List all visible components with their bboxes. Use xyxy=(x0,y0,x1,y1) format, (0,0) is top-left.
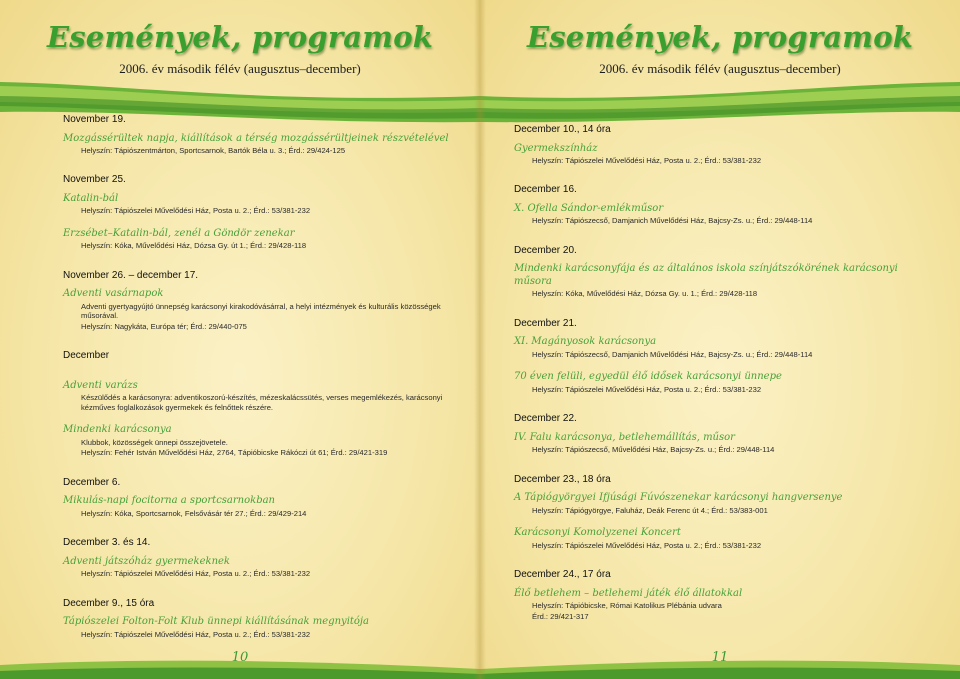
event-detail: Készülődés a karácsonyra: adventikoszorú-készítés, mézeskalácssütés, verses megemlékezés, karácsonyi kézműves foglalkozások gyermekek és felnőttek részére. xyxy=(81,393,443,412)
event-title: Adventi játszóház gyermekeknek xyxy=(63,555,230,567)
event-title: Gyermekszínház xyxy=(514,142,598,154)
event-date: December 16. xyxy=(514,184,577,196)
event-title: Mozgássérültek napja, kiállítások a térség mozgássérültjeinek részvételével xyxy=(63,132,449,144)
event-detail: Helyszín: Tápiószelei Művelődési Ház, Posta u. 2.; Érd.: 53/381-232 xyxy=(532,540,762,550)
event-block xyxy=(63,537,463,578)
event-title: Mindenki karácsonya xyxy=(63,424,172,436)
event-title: Erzsébet–Katalin-bál, zenél a Göndör zenekar xyxy=(63,227,295,239)
page-title: Események, programok xyxy=(46,20,434,54)
page-subtitle: 2006. év második félév (augusztus–december) xyxy=(599,61,841,76)
page-gutter xyxy=(474,0,486,679)
event-title: Adventi vasárnapok xyxy=(63,288,164,300)
page-title: Események, programok xyxy=(526,20,914,54)
event-detail: Helyszín: Tápiószelei Művelődési Ház, Posta u. 2.; Érd.: 53/381-232 xyxy=(81,206,311,216)
event-detail: Helyszín: Tápiószelei Művelődési Ház, Posta u. 2.; Érd.: 53/381-232 xyxy=(532,156,762,165)
event-detail: Helyszín: Kóka, Sportcsarnok, Felsővásár tér 27.; Érd.: 29/429-214 xyxy=(81,508,307,518)
event-title: 70 éven felüli, egyedül élő idősek karácsonyi ünnepe xyxy=(514,371,782,383)
event-date: December 6. xyxy=(63,476,121,488)
event-detail: Helyszín: Tápiószelei Művelődési Ház, Posta u. 2.; Érd.: 53/381-232 xyxy=(532,384,762,394)
events-list-right xyxy=(514,124,934,622)
event-detail: Helyszín: Kóka, Művelődési Ház, Dózsa Gy. u. 1.; Érd.: 29/428-118 xyxy=(532,289,758,299)
event-date: December xyxy=(63,350,110,362)
event-block xyxy=(514,124,934,165)
event-date: December 20. xyxy=(514,244,577,256)
event-block xyxy=(63,598,463,639)
event-date: November 25. xyxy=(63,174,126,186)
page-subtitle: 2006. év második félév (augusztus–december) xyxy=(119,61,361,76)
event-date: December 23., 18 óra xyxy=(514,473,611,485)
event-title: Mindenki karácsonyfája és az általános iskola színjátszókörének karácsonyi műsora xyxy=(514,263,898,287)
event-title: XI. Magányosok karácsonya xyxy=(514,336,657,348)
event-detail: Helyszín: Tápiószelei Művelődési Ház, Posta u. 2.; Érd.: 53/381-232 xyxy=(81,569,311,579)
event-detail: Helyszín: Tápiószecső, Damjanich Művelődési Ház, Bajcsy-Zs. u.; Érd.: 29/448-114 xyxy=(532,216,813,226)
event-block xyxy=(514,318,934,394)
event-detail: Helyszín: Tápiószecső, Művelődési Ház, Bajcsy-Zs. u.; Érd.: 29/448-114 xyxy=(532,445,775,455)
event-block xyxy=(63,350,463,457)
event-detail: Helyszín: Tápiógyörgye, Faluház, Deák Ferenc út 4.; Érd.: 53/383-001 xyxy=(532,505,768,515)
event-detail: Helyszín: Fehér István Művelődési Ház, 2764, Tápióbicske Rákóczi út 61; Érd.: 29/421-319 xyxy=(81,448,388,458)
event-title: X. Ofella Sándor-emlékműsor xyxy=(514,202,664,214)
event-detail: Adventi gyertyagyújtó ünnepség karácsonyi kirakodóvásárral, a helyi intézmények és kulturális közösségek műsorával. xyxy=(81,301,441,321)
event-block xyxy=(63,270,463,331)
event-detail: Helyszín: Tápióbicske, Római Katolikus Plébánia udvara xyxy=(532,601,722,611)
page-number: 11 xyxy=(711,650,729,665)
event-title: A Tápiógyörgyei Ifjúsági Fúvószenekar karácsonyi hangversenye xyxy=(514,492,843,504)
event-title: Adventi varázs xyxy=(63,379,138,391)
event-detail: Helyszín: Kóka, Művelődési Ház, Dózsa Gy. út 1.; Érd.: 29/428-118 xyxy=(81,241,307,251)
right-page xyxy=(480,0,960,679)
event-title: IV. Falu karácsonya, betlehemállítás, műsor xyxy=(514,431,735,443)
event-block xyxy=(514,413,934,454)
event-detail: Helyszín: Tápiószelei Művelődési Ház, Posta u. 2.; Érd.: 53/381-232 xyxy=(81,629,311,639)
event-date: December 3. és 14. xyxy=(63,537,151,549)
event-block xyxy=(63,174,463,250)
event-block xyxy=(514,184,934,225)
event-title: Katalin-bál xyxy=(63,192,119,204)
events-list-left xyxy=(63,114,463,640)
event-date: December 22. xyxy=(514,413,577,425)
event-detail: Helyszín: Tápiószecső, Damjanich Művelődési Ház, Bajcsy-Zs. u.; Érd.: 29/448-114 xyxy=(532,349,813,359)
event-date: December 21. xyxy=(514,317,577,329)
event-block xyxy=(514,474,934,550)
event-detail: Helyszín: Tápiószentmárton, Sportcsarnok, Bartók Béla u. 3.; Érd.: 29/424-125 xyxy=(81,146,346,155)
event-title: Élő betlehem – betlehemi játék élő állatokkal xyxy=(514,587,743,599)
event-date: November 26. – december 17. xyxy=(63,269,199,281)
event-date: December 9., 15 óra xyxy=(63,597,155,609)
event-detail: Érd.: 29/421-317 xyxy=(532,611,589,621)
event-detail: Helyszín: Nagykáta, Európa tér; Érd.: 29/440-075 xyxy=(81,321,247,331)
page-number: 10 xyxy=(231,650,249,665)
event-date: November 19. xyxy=(63,114,126,125)
event-block xyxy=(63,114,463,155)
event-title: Karácsonyi Komolyzenei Koncert xyxy=(514,527,681,539)
event-block xyxy=(63,477,463,518)
event-title: Tápiószelei Folton-Folt Klub ünnepi kiállításának megnyitója xyxy=(63,616,369,628)
event-block xyxy=(514,245,934,299)
event-date: December 10., 14 óra xyxy=(514,124,611,135)
event-title: Mikulás-napi focitorna a sportcsarnokban xyxy=(63,495,276,507)
event-detail: Klubbok, közösségek ünnepi összejövetele. xyxy=(81,437,228,447)
event-date: December 24., 17 óra xyxy=(514,569,611,581)
event-block xyxy=(514,569,934,621)
